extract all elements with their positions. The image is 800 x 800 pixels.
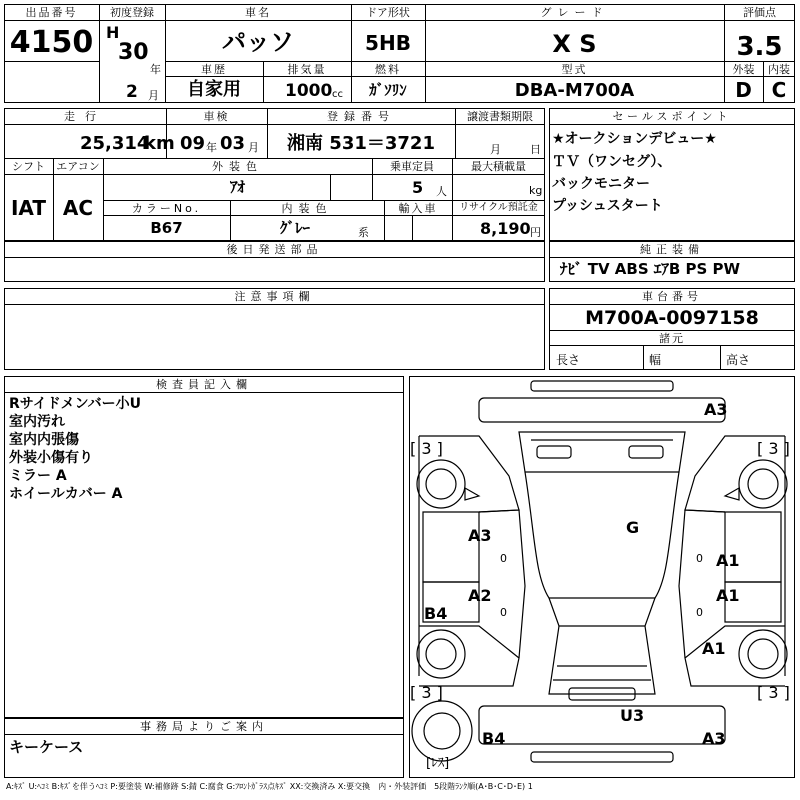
displacement-unit: cc: [332, 89, 343, 100]
mileage-unit: km: [144, 133, 175, 154]
capacity-label: 乗車定員: [390, 160, 434, 173]
mark-front-right: A3: [704, 400, 728, 419]
load-unit: kg: [529, 184, 543, 197]
inspector-line: 外装小傷有り: [9, 450, 93, 466]
mileage: 25,314: [80, 133, 150, 154]
spec-label: 諸元: [659, 332, 685, 345]
later-parts-label: 後日発送部品: [226, 243, 323, 256]
int-color-label: 内装色: [281, 202, 333, 215]
int-color: ｸﾞﾚｰ: [279, 219, 310, 237]
zero-right-front: 0: [696, 552, 703, 565]
era: H: [106, 23, 120, 42]
load-label: 最大積載量: [471, 160, 526, 173]
sales-points-block: [549, 108, 795, 241]
insp-month-unit: 月: [248, 141, 259, 154]
notes-label: 注意事項欄: [234, 290, 315, 303]
car-name-label: 車名: [245, 6, 271, 19]
ac-label: エアコン: [56, 160, 100, 173]
zero-left-rear: 0: [500, 606, 507, 619]
recycle-label: リサイクル預託金: [459, 202, 538, 213]
ext-color: ｱｵ: [229, 178, 245, 196]
car-name: パッソ: [222, 28, 294, 56]
sales-point-line: バックモニター: [552, 176, 650, 192]
color-no-label: カラーNo.: [131, 202, 202, 215]
first-reg-label: 初度登録: [110, 6, 154, 19]
history: 自家用: [187, 79, 241, 100]
insp-year: 09: [180, 133, 206, 154]
recycle-unit: 円: [530, 226, 541, 239]
lot-label: 出品番号: [25, 6, 78, 19]
mark-left-rear-fender: B4: [424, 604, 448, 623]
mark-right-rear-fender: A1: [702, 639, 726, 658]
door-label: ドア形状: [366, 6, 410, 19]
displacement-label: 排気量: [287, 63, 327, 76]
width-label: 幅: [649, 353, 662, 367]
mark-rear-right: A3: [702, 729, 726, 748]
spare-tire-mark: [ﾚｽ]: [426, 756, 450, 771]
transfer-month-unit: 月: [490, 143, 501, 156]
grade: X S: [552, 30, 597, 58]
sales-point-line: ＴＶ（ワンセグ）、: [552, 154, 672, 170]
lot-number: 4150: [9, 25, 94, 60]
mark-right-rear-door: A1: [716, 586, 740, 605]
mark-rear-left: B4: [482, 729, 506, 748]
mark-left-front-door: A3: [468, 526, 492, 545]
interior-score: C: [771, 78, 787, 102]
sales-points-label: セールスポイント: [612, 110, 732, 123]
capacity: 5: [412, 178, 424, 197]
inspector-line: ミラー A: [9, 468, 67, 484]
recycle: 8,190: [480, 219, 531, 238]
mark-roof: G: [626, 518, 640, 537]
mark-right-front-door: A1: [716, 551, 740, 570]
reg-year: 30: [118, 40, 149, 65]
sales-point-line: ★オークションデビュー★: [552, 131, 717, 147]
zero-right-rear: 0: [696, 606, 703, 619]
office-label: 事務局よりご案内: [140, 720, 268, 733]
mileage-label: 走行: [64, 110, 106, 123]
grade-label: グレード: [540, 6, 609, 19]
reg-month: 2: [126, 82, 138, 102]
plate-label: 登録番号: [327, 110, 395, 123]
history-label: 車歴: [201, 63, 227, 76]
import-label: 輸入車: [398, 202, 438, 215]
equipment-items: ﾅﾋﾞ TV ABS ｴｱB PS PW: [560, 260, 741, 278]
int-color-unit: 系: [358, 226, 369, 239]
displacement: 1000: [285, 81, 333, 101]
fuel: ｶﾞｿﾘﾝ: [369, 81, 407, 99]
transfer-day-unit: 日: [530, 143, 541, 156]
insp-month: 03: [220, 133, 246, 154]
chassis-label: 車台番号: [642, 290, 702, 303]
car-diagram: [409, 376, 795, 778]
ext-color-label: 外装色: [212, 160, 263, 173]
legend: A:ｷｽﾞ U:ﾍｺﾐ B:ｷｽﾞを伴うﾍｺﾐ P:要塗装 W:補修跡 S:錆 C:腐食 G:ﾌﾛﾝﾄｶﾞﾗｽ点ｷｽﾞ XX:交換済み X:要交換 内・外装評価 5段階ﾗﾝｸ順(A･B･C･D･E) 1: [6, 782, 533, 791]
sales-point-line: プッシュスタート: [552, 198, 663, 214]
score-label: 評価点: [743, 6, 776, 19]
chassis-number: M700A-0097158: [585, 307, 759, 329]
inspector-label: 検査員記入欄: [156, 378, 252, 391]
shift-label: シフト: [12, 160, 45, 173]
fuel-label: 燃料: [375, 63, 401, 76]
color-no: B67: [150, 219, 183, 237]
equipment-label: 純正装備: [640, 243, 704, 256]
exterior-label: 外装: [732, 63, 755, 76]
transfer-label: 譲渡書類期限: [467, 110, 533, 123]
length-label: 長さ: [556, 353, 581, 367]
mark-rear-panel: U3: [620, 706, 645, 725]
inspector-line: 室内汚れ: [9, 414, 65, 430]
inspection-label: 車検: [203, 110, 230, 123]
exterior-score: D: [735, 78, 752, 102]
model: DBA-M700A: [514, 80, 635, 101]
shift: IAT: [10, 196, 46, 220]
inspector-line: ホイールカバー A: [9, 486, 123, 502]
door: 5HB: [365, 31, 411, 55]
interior-label: 内装: [768, 63, 790, 76]
tread-front-right: [ 3 ]: [757, 439, 790, 458]
ac: AC: [62, 196, 94, 220]
mark-left-rear-door: A2: [468, 586, 492, 605]
year-unit: 年: [150, 63, 161, 76]
capacity-unit: 人: [436, 185, 447, 198]
score: 3.5: [736, 32, 783, 62]
model-label: 型式: [561, 63, 588, 76]
inspector-line: 室内内張傷: [9, 432, 79, 448]
month-unit: 月: [148, 89, 159, 102]
height-label: 高さ: [726, 353, 751, 367]
zero-left-front: 0: [500, 552, 507, 565]
inspector-line: Rサイドメンバー小U: [9, 396, 142, 412]
insp-year-unit: 年: [206, 141, 217, 154]
tread-front-left: [ 3 ]: [410, 439, 443, 458]
tread-rear-left: [ 3 ]: [410, 683, 443, 702]
plate: 湘南 531＝3721: [287, 133, 435, 154]
office-text: キーケース: [9, 738, 84, 756]
tread-rear-right: [ 3 ]: [757, 683, 790, 702]
